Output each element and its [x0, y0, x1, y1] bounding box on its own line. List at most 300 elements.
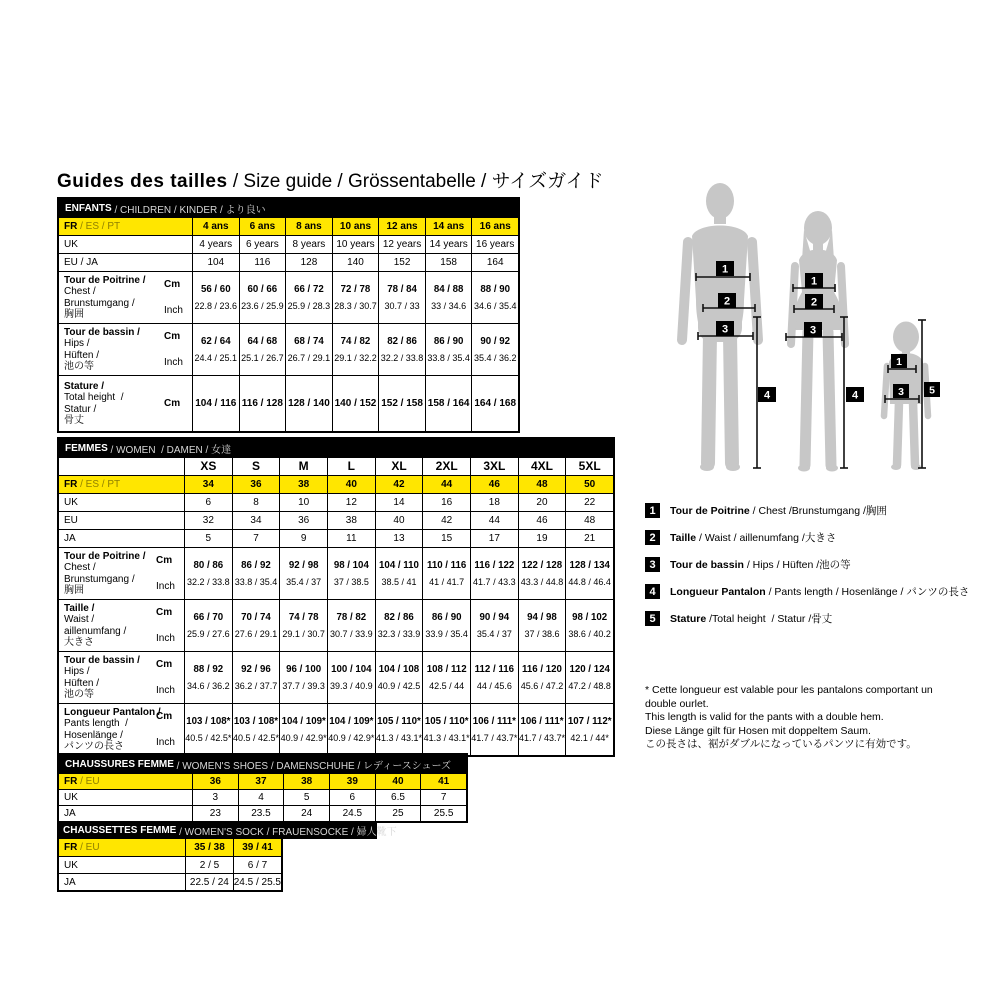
legend-label-main: Tour de Poitrine [670, 504, 750, 517]
size-cell: 104 [192, 254, 239, 271]
size-cell: 6 [329, 790, 375, 805]
women-chest-values [184, 548, 613, 599]
size-cell: 3XL [470, 458, 518, 475]
inch-value: 22.8 / 23.6 [194, 300, 238, 311]
women-ja-label: JA [64, 533, 76, 544]
text-line: Statur / [64, 403, 97, 415]
children-uk-values [192, 236, 518, 253]
women-waist-row [59, 599, 613, 651]
stature-label-lines [64, 392, 123, 427]
women-table-header [59, 439, 613, 457]
hips-label-lines [64, 666, 99, 701]
inch-value: 25.1 / 26.7 [241, 352, 284, 363]
children-chest-units [164, 272, 192, 323]
women-uk-values [184, 494, 613, 511]
inch-value: 30.7 / 33.9 [330, 628, 373, 639]
child-badge-3: 3 [898, 386, 904, 398]
cm-value: 103 / 108* [233, 715, 279, 727]
cm-value: 108 / 112 [426, 663, 467, 675]
women-chest-label [59, 548, 156, 599]
child-badge-1: 1 [896, 356, 902, 368]
inch-value: 24.4 / 25.1 [194, 352, 238, 363]
hips-label-lines [64, 338, 99, 373]
inch-unit-label: Inch [156, 736, 175, 748]
legend-item-pants-length [645, 584, 969, 599]
women-shoes-table [57, 753, 468, 823]
waist-label-lines [64, 614, 126, 649]
pants-label-lines [64, 718, 128, 753]
size-cell [518, 704, 566, 755]
cm-value: 98 / 104 [333, 559, 369, 571]
size-cell: 128 [285, 254, 332, 271]
text-line: This length is valid for the pants with a double hem. [645, 711, 884, 723]
inch-value: 35.4 / 37 [286, 576, 322, 587]
cm-value: 90 / 92 [480, 335, 511, 347]
woman-badge-2: 2 [810, 296, 818, 309]
size-cell: 10 ans [332, 218, 379, 235]
man-badge-3: 3 [721, 323, 729, 336]
inch-value: 34.6 / 35.4 [473, 300, 517, 311]
socks-uk-values [185, 857, 281, 873]
inch-value: 41.3 / 43.1* [423, 732, 470, 743]
inch-value: 29.1 / 32.2 [334, 352, 377, 363]
fr-label-main: FR [64, 479, 78, 490]
size-cell [425, 324, 472, 375]
women-fr-label [59, 476, 184, 493]
cm-value: 60 / 66 [247, 283, 278, 295]
text-line: Brunstumgang / [64, 573, 135, 585]
cm-unit-label: Cm [156, 607, 173, 619]
chest-label-main: Tour de Poitrine / [64, 274, 146, 286]
size-cell: 25.5 [420, 806, 466, 821]
inch-value: 41 / 41.7 [429, 576, 465, 587]
children-chest-label [59, 272, 164, 323]
cm-value: 68 / 74 [294, 335, 324, 347]
children-hips-label [59, 324, 164, 375]
text-line: Brunstumgang / [64, 297, 135, 309]
size-cell [332, 272, 379, 323]
size-cell: 39 / 41 [233, 839, 281, 856]
cm-unit-label: Cm [156, 555, 173, 567]
cm-value: 100 / 104 [331, 663, 372, 675]
text-line: パンツの長さ [64, 741, 124, 752]
size-cell: 50 [565, 476, 613, 493]
legend-badge-4: 4 [645, 584, 660, 599]
size-cell [184, 652, 232, 703]
children-euja-values [192, 254, 518, 271]
text-line: 胸囲 [64, 309, 84, 320]
women-hips-label [59, 652, 156, 703]
size-cell: 40 [375, 512, 423, 529]
size-cell: M [279, 458, 327, 475]
inch-value: 37.7 / 39.3 [282, 680, 325, 691]
size-cell: 128 / 140 [285, 376, 332, 431]
inch-value: 37 / 38.6 [524, 628, 560, 639]
text-line: Hosenlänge / [64, 729, 123, 741]
inch-value: 29.1 / 30.7 [282, 628, 325, 639]
cm-value: 86 / 92 [241, 559, 271, 571]
shoes-ja-label: JA [64, 808, 76, 819]
shoes-table-header [59, 755, 466, 773]
woman-badge-3: 3 [809, 324, 817, 337]
cm-value: 92 / 96 [241, 663, 271, 675]
inch-value: 33 / 34.6 [431, 300, 467, 311]
size-cell: 32 [184, 512, 232, 529]
size-cell: 104 / 116 [192, 376, 239, 431]
socks-table-title: CHAUSSETTES FEMME [63, 824, 177, 836]
size-cell [327, 600, 375, 651]
inch-value: 23.6 / 25.9 [241, 300, 284, 311]
size-cell [285, 272, 332, 323]
size-cell [232, 600, 280, 651]
size-cell [422, 548, 470, 599]
text-line: 大きさ [64, 637, 94, 648]
size-cell [184, 548, 232, 599]
inch-value: 45.6 / 47.2 [520, 680, 564, 691]
size-cell [471, 324, 518, 375]
cm-value: 92 / 98 [288, 559, 319, 571]
inch-value: 40.5 / 42.5* [185, 732, 232, 743]
size-cell: 12 years [378, 236, 425, 253]
size-cell [518, 652, 566, 703]
women-waist-units [156, 600, 184, 651]
inch-value: 25.9 / 27.6 [187, 628, 230, 639]
cm-unit-label: Cm [164, 331, 181, 343]
chest-label-lines [64, 562, 135, 597]
inch-value: 42.5 / 44 [429, 680, 465, 691]
hips-label-main: Tour de bassin / [64, 326, 140, 338]
fr-label-rest: / ES / PT [77, 221, 121, 232]
size-cell [279, 548, 327, 599]
children-uk-row [59, 235, 518, 253]
size-cell: 24.5 / 25.5 [233, 874, 281, 890]
cm-value: 106 / 111* [520, 715, 564, 727]
text-line: Hüften / [64, 349, 100, 361]
size-cell: 48 [565, 512, 613, 529]
size-cell [375, 548, 423, 599]
cm-value: 74 / 82 [340, 335, 371, 347]
size-cell: 5 [184, 530, 232, 547]
size-cell [279, 600, 327, 651]
cm-value: 94 / 98 [527, 611, 557, 623]
children-euja-label: EU / JA [64, 257, 98, 268]
children-size-table [57, 197, 520, 433]
size-cell: 36 [279, 512, 327, 529]
cm-value: 56 / 60 [200, 283, 231, 295]
fr-label-main: FR [64, 776, 78, 787]
size-cell [565, 652, 613, 703]
size-cell: 140 [332, 254, 379, 271]
man-badge-2: 2 [723, 295, 731, 308]
women-size-table [57, 437, 615, 757]
size-cell [518, 548, 566, 599]
size-cell [422, 600, 470, 651]
size-cell: 4 years [192, 236, 239, 253]
size-cell: 23.5 [238, 806, 284, 821]
size-cell [425, 272, 472, 323]
page-title [57, 166, 604, 193]
cm-value: 72 / 78 [340, 283, 371, 295]
inch-unit-label: Inch [164, 356, 183, 368]
woman-badge-1: 1 [810, 275, 818, 288]
inch-value: 32.2 / 33.8 [187, 576, 230, 587]
size-cell [184, 704, 232, 755]
legend-label-rest: /Total height / Statur /骨丈 [706, 613, 833, 625]
size-cell [279, 704, 327, 755]
cm-value: 70 / 74 [241, 611, 271, 623]
children-euja-row [59, 253, 518, 271]
inch-value: 40.9 / 42.5 [377, 680, 421, 691]
size-cell: 6 [184, 494, 232, 511]
cm-value: 104 / 109* [281, 715, 326, 727]
size-cell: 4 [238, 790, 284, 805]
socks-table-body [57, 839, 283, 892]
inch-value: 40.9 / 42.9* [328, 732, 375, 743]
page-title-main: Guides des tailles [57, 171, 228, 192]
size-cell: 12 [327, 494, 375, 511]
size-cell: 7 [232, 530, 280, 547]
women-uk-row [59, 493, 613, 511]
size-cell: 14 ans [425, 218, 472, 235]
size-cell [232, 704, 280, 755]
children-table-title: ENFANTS [65, 202, 112, 214]
size-cell: 9 [279, 530, 327, 547]
inch-value: 41.3 / 43.1* [375, 732, 423, 743]
size-cell: 15 [422, 530, 470, 547]
size-cell: 11 [327, 530, 375, 547]
inch-value: 42.1 / 44* [570, 732, 609, 743]
size-cell [378, 324, 425, 375]
shoes-ja-values [192, 806, 466, 821]
text-line: Hüften / [64, 677, 100, 689]
cm-value: 104 / 109* [329, 715, 374, 727]
cm-unit-label: Cm [164, 398, 181, 409]
children-hips-values [192, 324, 518, 375]
socks-fr-row [59, 839, 281, 856]
children-chest-row [59, 271, 518, 323]
size-cell: 35 / 38 [185, 839, 233, 856]
text-line: この長さは、裾がダブルになっているパンツに有効です。 [645, 738, 917, 750]
women-uk-label: UK [64, 497, 78, 508]
size-cell: 38 [279, 476, 327, 493]
cm-value: 82 / 86 [387, 335, 417, 347]
size-cell [327, 652, 375, 703]
inch-value: 30.7 / 33 [384, 300, 420, 311]
women-eu-values [184, 512, 613, 529]
size-cell: 10 [279, 494, 327, 511]
legend-label-rest: / Pants length / Hosenlänge / パンツの長さ [765, 586, 970, 598]
size-cell: 8 [232, 494, 280, 511]
size-cell: XS [184, 458, 232, 475]
socks-table-header [57, 821, 397, 839]
children-stature-row [59, 375, 518, 431]
inch-value: 39.3 / 40.9 [330, 680, 373, 691]
cm-value: 103 / 108* [186, 715, 231, 727]
children-hips-units [164, 324, 192, 375]
man-badge-1: 1 [721, 263, 729, 276]
size-cell: 42 [375, 476, 423, 493]
women-pants-length-row [59, 703, 613, 755]
women-pants-units [156, 704, 184, 755]
cm-value: 86 / 90 [433, 335, 464, 347]
size-cell: 39 [329, 774, 375, 789]
inch-value: 35.4 / 37 [476, 628, 512, 639]
size-cell: 22.5 / 24 [185, 874, 233, 890]
size-cell: 24.5 [329, 806, 375, 821]
cm-value: 66 / 70 [193, 611, 224, 623]
cm-value: 104 / 108 [378, 663, 420, 675]
size-cell: 16 ans [471, 218, 518, 235]
text-line: 池の等 [64, 689, 94, 700]
size-cell [471, 272, 518, 323]
size-cell: S [232, 458, 280, 475]
women-chest-units [156, 548, 184, 599]
size-cell [332, 324, 379, 375]
size-cell [422, 704, 470, 755]
text-line: Hips / [64, 666, 90, 677]
size-cell [375, 704, 423, 755]
child-badge-5: 5 [929, 384, 935, 397]
cm-value: 80 / 86 [193, 559, 224, 571]
children-fr-values [192, 218, 518, 235]
size-cell [184, 600, 232, 651]
cm-value: 107 / 112* [567, 715, 612, 727]
chest-label-main: Tour de Poitrine / [64, 550, 146, 562]
size-cell: 36 [192, 774, 238, 789]
inch-value: 40.5 / 42.5* [232, 732, 280, 743]
size-cell: 36 [232, 476, 280, 493]
shoes-table-title: CHAUSSURES FEMME [65, 758, 174, 770]
cm-value: 84 / 88 [433, 283, 464, 295]
pants-label-main: Longueur Pantalon / [64, 706, 161, 718]
legend-item-stature [645, 611, 969, 626]
text-line: aillenumfang / [64, 625, 127, 637]
women-ja-values [184, 530, 613, 547]
double-hem-footnote [645, 684, 985, 752]
cm-unit-label: Cm [156, 711, 173, 723]
women-waist-label [59, 600, 156, 651]
size-cell: 48 [518, 476, 566, 493]
text-line: * Cette longueur est valable pour les pantalons comportant un [645, 684, 933, 696]
shoes-uk-row [59, 789, 466, 805]
size-cell: 12 ans [378, 218, 425, 235]
cm-value: 122 / 128 [521, 559, 563, 571]
size-cell: 7 [420, 790, 466, 805]
children-uk-label: UK [64, 239, 78, 250]
inch-value: 33.9 / 35.4 [425, 628, 468, 639]
cm-value: 88 / 92 [193, 663, 224, 675]
text-line: Chest / [64, 286, 96, 297]
shoes-table-subtitle: / WOMEN'S SHOES / DAMENSCHUHE / レディースシューズ [173, 760, 452, 772]
size-cell: 40 [375, 774, 421, 789]
size-cell: 2 / 5 [185, 857, 233, 873]
text-line: 骨丈 [64, 415, 84, 426]
inch-value: 25.9 / 28.3 [287, 300, 331, 311]
women-fr-size-row [59, 475, 613, 493]
legend-badge-3: 3 [645, 557, 660, 572]
size-cell: 6 ans [239, 218, 286, 235]
text-line: Diese Länge gilt für Hosen mit doppeltem Saum. [645, 724, 871, 737]
size-cell [192, 272, 239, 323]
cm-value: 96 / 100 [286, 663, 322, 675]
shoes-uk-values [192, 790, 466, 805]
size-cell [327, 704, 375, 755]
size-cell [378, 272, 425, 323]
cm-value: 78 / 84 [387, 283, 417, 295]
size-cell: 140 / 152 [332, 376, 379, 431]
women-ja-row [59, 529, 613, 547]
size-cell: 10 years [332, 236, 379, 253]
page-title-rest: / Size guide / Grössentabelle / サイズガイド [227, 171, 604, 192]
chest-label-lines [64, 286, 135, 321]
cm-value: 116 / 120 [522, 663, 562, 675]
legend-item-waist [645, 530, 969, 545]
women-pants-values [184, 704, 613, 755]
cm-value: 66 / 72 [294, 283, 324, 295]
text-line: double ourlet. [645, 697, 709, 710]
fr-label-main: FR [64, 842, 78, 853]
fr-label-main: FR [64, 221, 78, 232]
inch-unit-label: Inch [156, 632, 175, 644]
women-sizes-row [59, 457, 613, 475]
size-cell: 4 ans [192, 218, 239, 235]
size-cell [327, 548, 375, 599]
size-cell: 152 [378, 254, 425, 271]
women-sizes-values [184, 458, 613, 475]
shoes-uk-label: UK [64, 792, 78, 803]
cm-value: 98 / 102 [572, 611, 608, 623]
size-cell: 158 [425, 254, 472, 271]
size-cell: 22 [565, 494, 613, 511]
children-stature-units [164, 376, 192, 431]
size-cell: XL [375, 458, 423, 475]
size-cell: 3 [192, 790, 238, 805]
size-cell: 25 [375, 806, 421, 821]
inch-value: 34.6 / 36.2 [187, 680, 230, 691]
size-cell [565, 704, 613, 755]
inch-value: 47.2 / 48.8 [568, 680, 611, 691]
women-socks-table [57, 821, 397, 892]
size-cell [565, 600, 613, 651]
cm-unit-label: Cm [164, 279, 181, 291]
legend-label-rest: / Waist / aillenumfang /大きさ [696, 532, 837, 544]
size-cell: 6 / 7 [233, 857, 281, 873]
cm-value: 128 / 134 [569, 559, 610, 571]
size-cell: 158 / 164 [425, 376, 472, 431]
size-cell [239, 272, 286, 323]
size-cell: 17 [470, 530, 518, 547]
children-stature-values [192, 376, 518, 431]
size-cell: 44 [422, 476, 470, 493]
women-table-title: FEMMES [65, 442, 108, 454]
socks-ja-values [185, 874, 281, 890]
socks-ja-label: JA [64, 876, 76, 888]
inch-value: 28.3 / 30.7 [334, 300, 377, 311]
inch-value: 27.6 / 29.1 [234, 628, 278, 639]
cm-value: 78 / 82 [336, 611, 367, 623]
stature-label-main: Stature / [64, 380, 105, 392]
size-cell: 20 [518, 494, 566, 511]
cm-value: 64 / 68 [247, 335, 278, 347]
cm-value: 88 / 90 [480, 283, 511, 295]
legend-item-hips [645, 557, 969, 572]
size-cell: 34 [184, 476, 232, 493]
children-chest-values [192, 272, 518, 323]
size-cell [192, 324, 239, 375]
size-cell [422, 652, 470, 703]
size-cell: 6 years [239, 236, 286, 253]
size-cell: 8 ans [285, 218, 332, 235]
